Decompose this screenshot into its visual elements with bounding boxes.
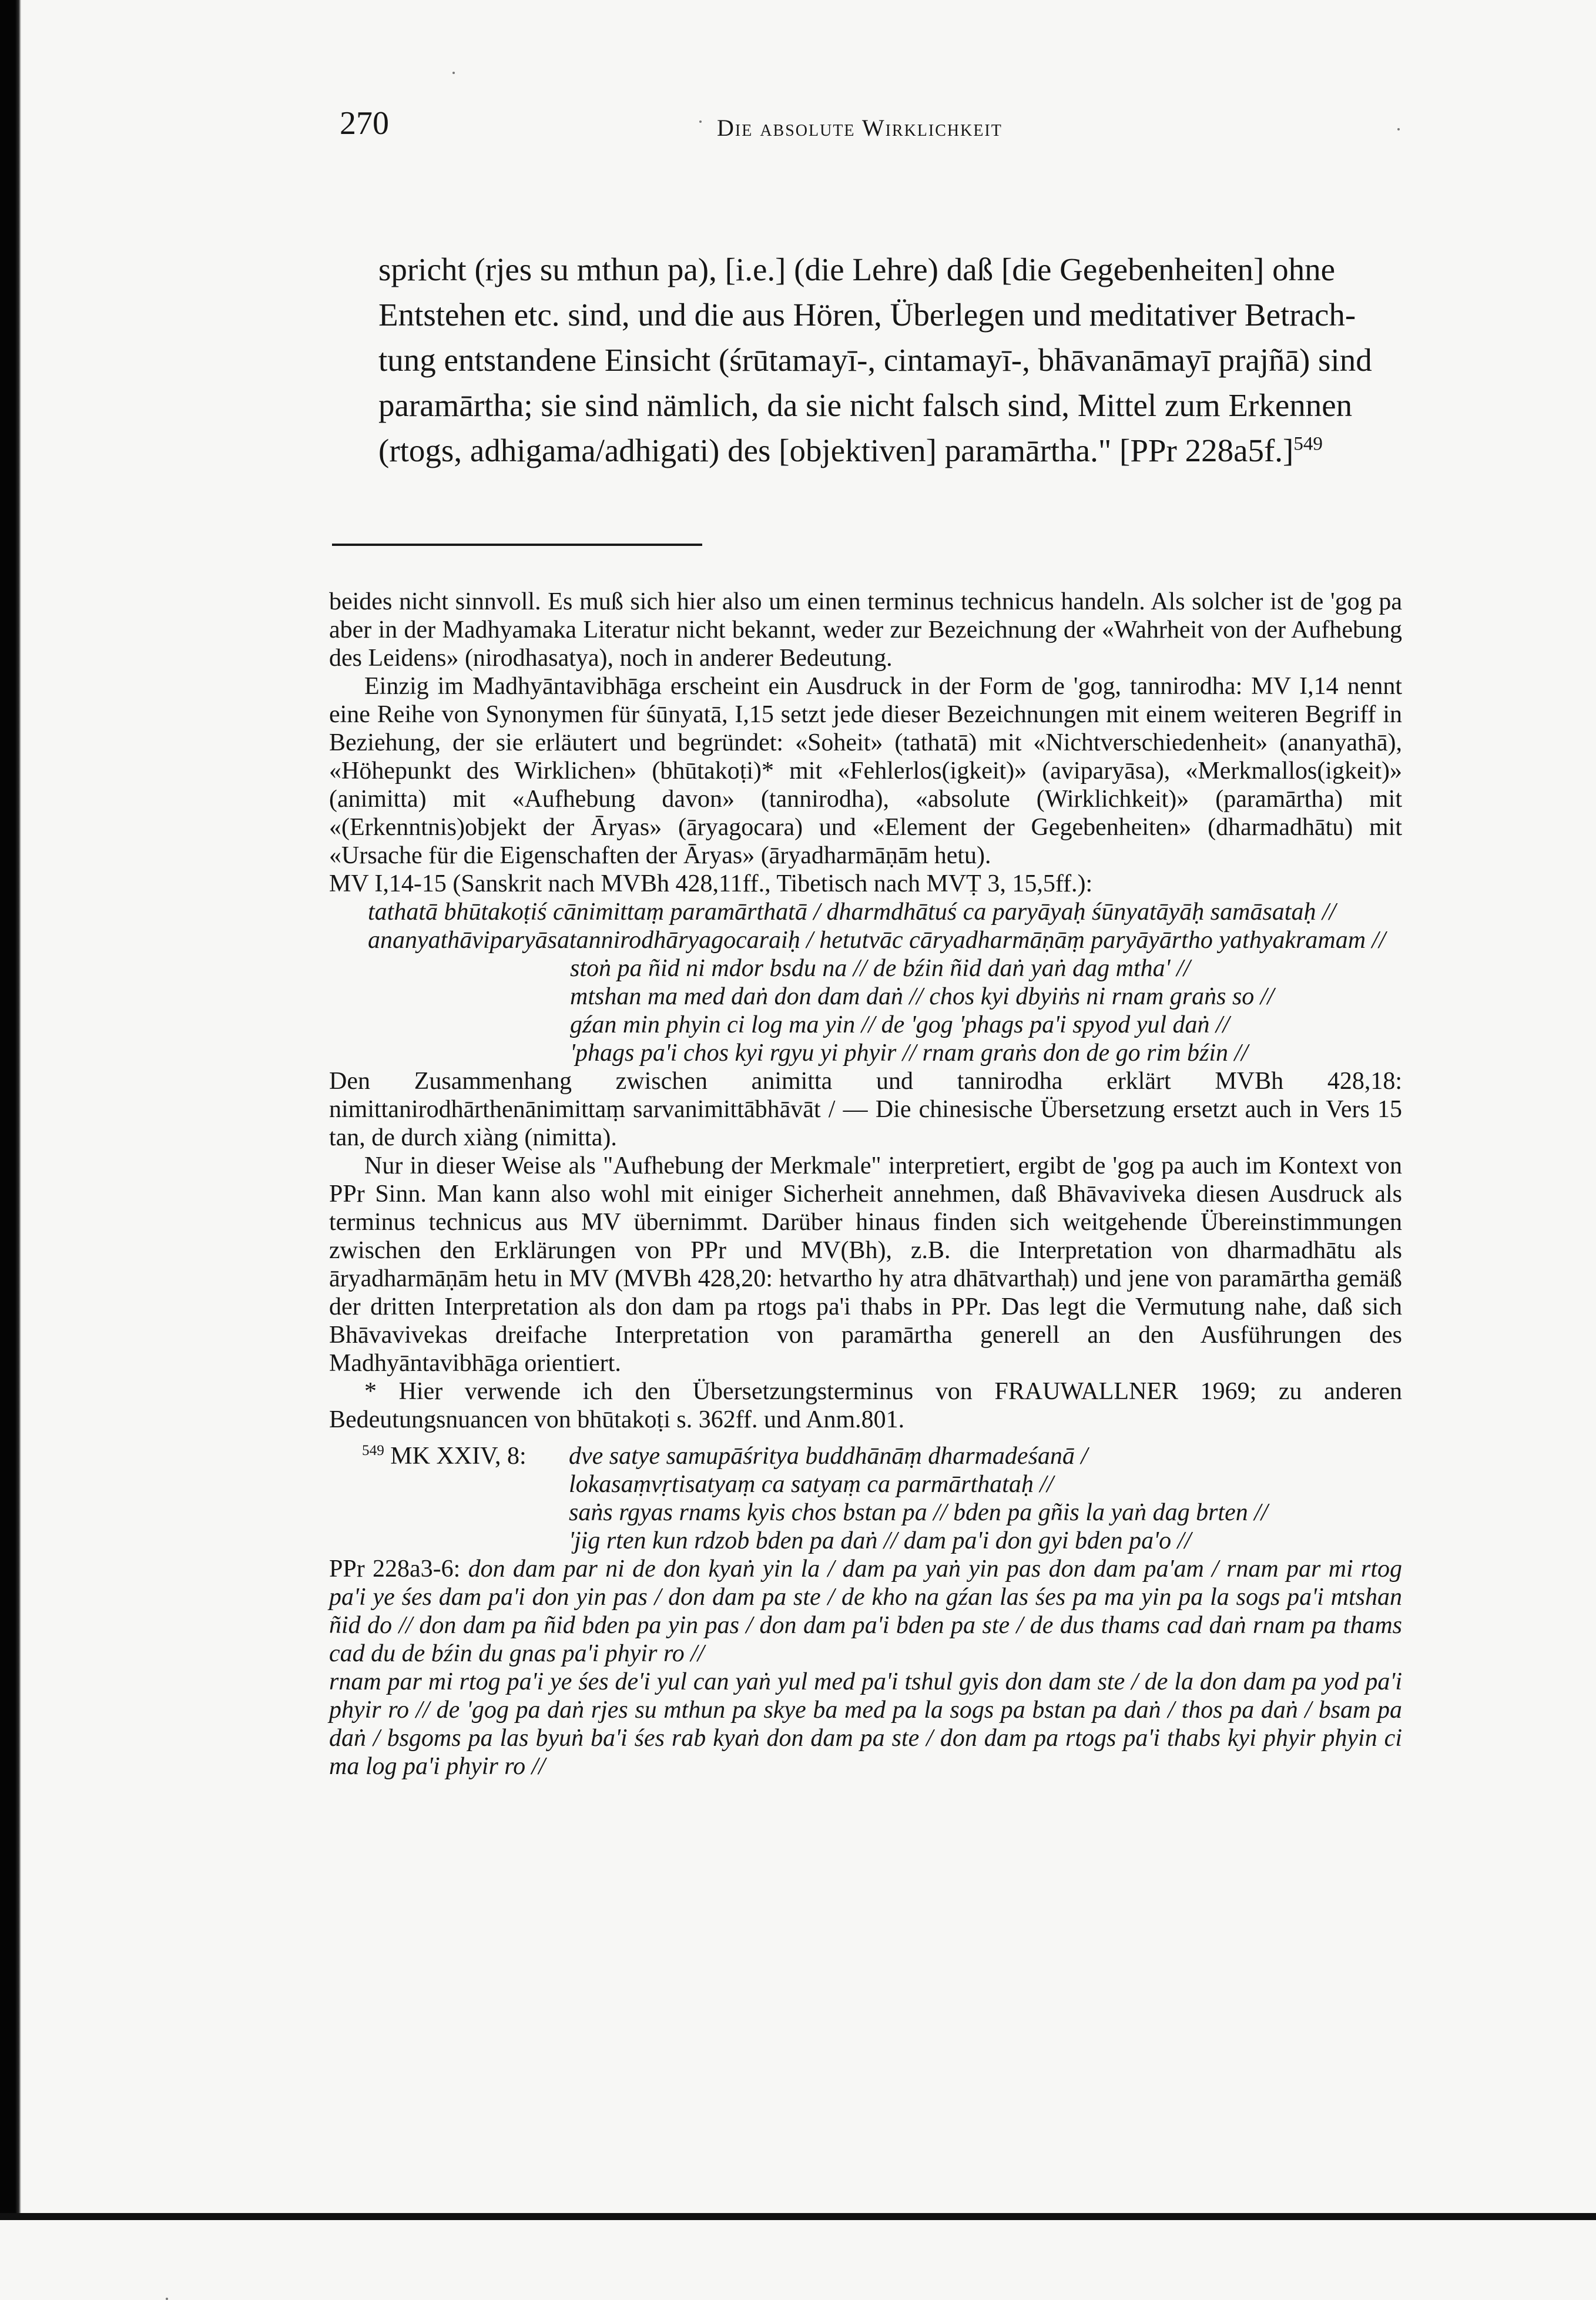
- sanskrit-verse-line: tathatā bhūtakoṭiś cānimittaṃ paramārthatā / dharmdhātuś ca paryāyaḥ śūnyatāyāḥ samāsataḥ //: [368, 898, 1336, 926]
- footnote-paragraph: Nur in dieser Weise als "Aufhebung der Merkmale" interpretiert, ergibt de 'gog pa auch im Kontext von PPr Sinn. Man kann also wohl mit einiger Sicherheit annehmen, daß Bhāvaviveka diesen Ausdruck als terminus technicus aus MV übernimmt. Darüber hinaus finden sich weitgehende Übereinstimmungen zwischen den Erklärungen von PPr und MV(Bh), z.B. die Interpretation von dharmadhātu als āryadharmāṇām hetu in MV (MVBh 428,20: hetvartho hy atra dhātvarthaḥ) und jene von paramārtha gemäß der dritten Interpretation als don dam pa rtogs pa'i thabs in PPr. Das legt die Vermutung nahe, daß sich Bhāvavivekas dreifache Interpretation von paramārtha generell an den Ausführungen des Madhyāntavibhāga orientiert.: [329, 1152, 1402, 1377]
- scan-left-edge: [0, 0, 21, 2220]
- page-number: 270: [340, 105, 389, 142]
- main-text-line: [378, 428, 1375, 473]
- main-text-line: spricht (rjes su mthun pa), [i.e.] (die Lehre) daß [die Gegebenheiten] ohne: [378, 252, 1335, 287]
- footnote-549-head: [329, 1442, 1402, 1470]
- sanskrit-verse-line: ananyathāviparyāsatannirodhāryagocaraiḥ / hetutvāc cāryadharmāṇāṃ paryāyārtho yathyakramam //: [368, 927, 1386, 954]
- mk-verse-line: dve satye samupāśritya buddhānāṃ dharmadeśanā /: [569, 1443, 1088, 1470]
- page-header: [0, 105, 1596, 152]
- scan-speck: [452, 72, 455, 74]
- footnote-549-ref: [362, 1442, 569, 1470]
- footnotes: [329, 588, 1402, 1781]
- main-text-line: tung entstandene Einsicht (śrūtamayī-, cintamayī-, bhāvanāmayī prajñā) sind: [378, 342, 1372, 378]
- scan-speck: [166, 2298, 168, 2300]
- mk-reference: MK XXIV, 8:: [390, 1443, 527, 1470]
- footnote-number: 549: [362, 1443, 384, 1459]
- footnote-paragraph: * Hier verwende ich den Übersetzungsterminus von FRAUWALLNER 1969; zu anderen Bedeutungsnuancen von bhūtakoṭi s. 362ff. und Anm.801.: [329, 1378, 1402, 1433]
- footnote-paragraph: beides nicht sinnvoll. Es muß sich hier also um einen terminus technicus handeln. Als solcher ist de 'gog pa aber in der Madhyamaka Literatur nicht bekannt, weder zur Bezeichnung der «Wahrheit von der Aufhebung des Leidens» (nirodhasatya), noch in anderer Bedeutung.: [329, 588, 1402, 672]
- ppr-quotation: [329, 1555, 1402, 1781]
- scan-speck: [699, 120, 702, 123]
- ppr-paragraph: [329, 1555, 1402, 1668]
- tibetan-verse-line: gźan min phyin ci log ma yin // de 'gog 'phags pa'i spyod yul daṅ //: [570, 1011, 1230, 1038]
- scan-bottom-edge: [0, 2213, 1596, 2220]
- mk-verse-line: 'jig rten kun rdzob bden pa daṅ // dam pa'i don gyi bden pa'o //: [569, 1527, 1191, 1554]
- mk-verse-line: saṅs rgyas rnams kyis chos bstan pa // bden pa gñis la yaṅ dag brten //: [569, 1499, 1268, 1526]
- tibetan-verse-line: stoṅ pa ñid ni mdor bsdu na // de bźin ñid daṅ yaṅ dag mtha' //: [570, 955, 1191, 982]
- ppr-paragraph: rnam par mi rtog pa'i ye śes de'i yul can yaṅ yul med pa'i tshul gyis don dam ste / de la don dam pa yod pa'i phyir ro // de 'gog pa daṅ rjes su mthun pa skye ba med pa la sogs pa bstan pa daṅ / thos pa daṅ / bsam pa daṅ / bsgoms pa las byuṅ ba'i śes rab kyaṅ don dam pa ste / don dam pa rtogs pa'i thabs kyi phyir phyin ci ma log pa'i phyir ro //: [329, 1668, 1402, 1780]
- mk-verse-line: lokasaṃvṛtisatyaṃ ca satyaṃ ca parmārthataḥ //: [569, 1471, 1054, 1498]
- scan-speck: [1397, 128, 1400, 130]
- footnote-paragraph: Einzig im Madhyāntavibhāga erscheint ein Ausdruck in der Form de 'gog, tannirodha: MV I,14 nennt eine Reihe von Synonymen für śūnyatā, I,15 setzt jede dieser Bezeichnungen mit einem weiteren Begriff in Beziehung, der sie erläutert und begründet: «Soheit» (tathatā) mit «Nichtverschiedenheit» (ananyathā), «Höhepunkt des Wirklichen» (bhūtakoṭi)* mit «Fehlerlos(igkeit)» (aviparyāsa), «Merkmallos(igkeit)» (animitta) mit «Aufhebung davon» (tannirodha), «absolute (Wirklichkeit)» (paramārtha) mit «(Erkenntnis)objekt der Āryas» (āryagocara) und «Element der Gegebenheiten» (dharmadhātu) mit «Ursache für die Eigenschaften der Āryas» (āryadharmāṇām hetu).: [329, 673, 1402, 869]
- ppr-text: don dam par ni de don kyaṅ yin la / dam pa yaṅ yin pas don dam pa'am / rnam par mi rtog pa'i ye śes dam pa'i don yin pas / don dam pa ste / de kho na gźan las śes pa ma yin pa la sogs pa'i mtshan ñid do // don dam pa ñid bden pa yin pas / don dam pa'i bden pa ste / de dus thams cad daṅ rnam pa thams cad du de bźin du gnas pa'i phyir ro //: [329, 1555, 1402, 1667]
- footnote-paragraph: Den Zusammenhang zwischen animitta und tannirodha erklärt MVBh 428,18: nimittanirodhārthenānimittaṃ sarvanimittābhāvāt / — Die chinesische Übersetzung ersetzt auch in Vers 15 tan, de durch xiàng (nimitta).: [329, 1068, 1402, 1151]
- main-text-line-last: (rtogs, adhigama/adhigati) des [objektiven] paramārtha." [PPr 228a5f.]: [378, 432, 1294, 468]
- footnote-ref-549: 549: [1293, 433, 1323, 455]
- tibetan-verse-line: 'phags pa'i chos kyi rgyu yi phyir // rnam graṅs don de go rim bźin //: [570, 1040, 1248, 1067]
- footnote-paragraph: MV I,14-15 (Sanskrit nach MVBh 428,11ff., Tibetisch nach MVṬ 3, 15,5ff.):: [329, 870, 1093, 897]
- footnote-separator: [332, 544, 702, 546]
- main-text: [378, 247, 1375, 473]
- running-head: Die absolute Wirklichkeit: [717, 115, 1002, 141]
- main-text-line: paramārtha; sie sind nämlich, da sie nicht falsch sind, Mittel zum Erkennen: [378, 387, 1353, 423]
- main-text-line: Entstehen etc. sind, und die aus Hören, Überlegen und meditativer Betrach-: [378, 297, 1356, 333]
- footnote-549: [329, 1442, 1402, 1781]
- tibetan-verse-line: mtshan ma med daṅ don dam daṅ // chos kyi dbyiṅs ni rnam graṅs so //: [570, 983, 1275, 1010]
- ppr-reference: PPr 228a3-6:: [329, 1555, 461, 1582]
